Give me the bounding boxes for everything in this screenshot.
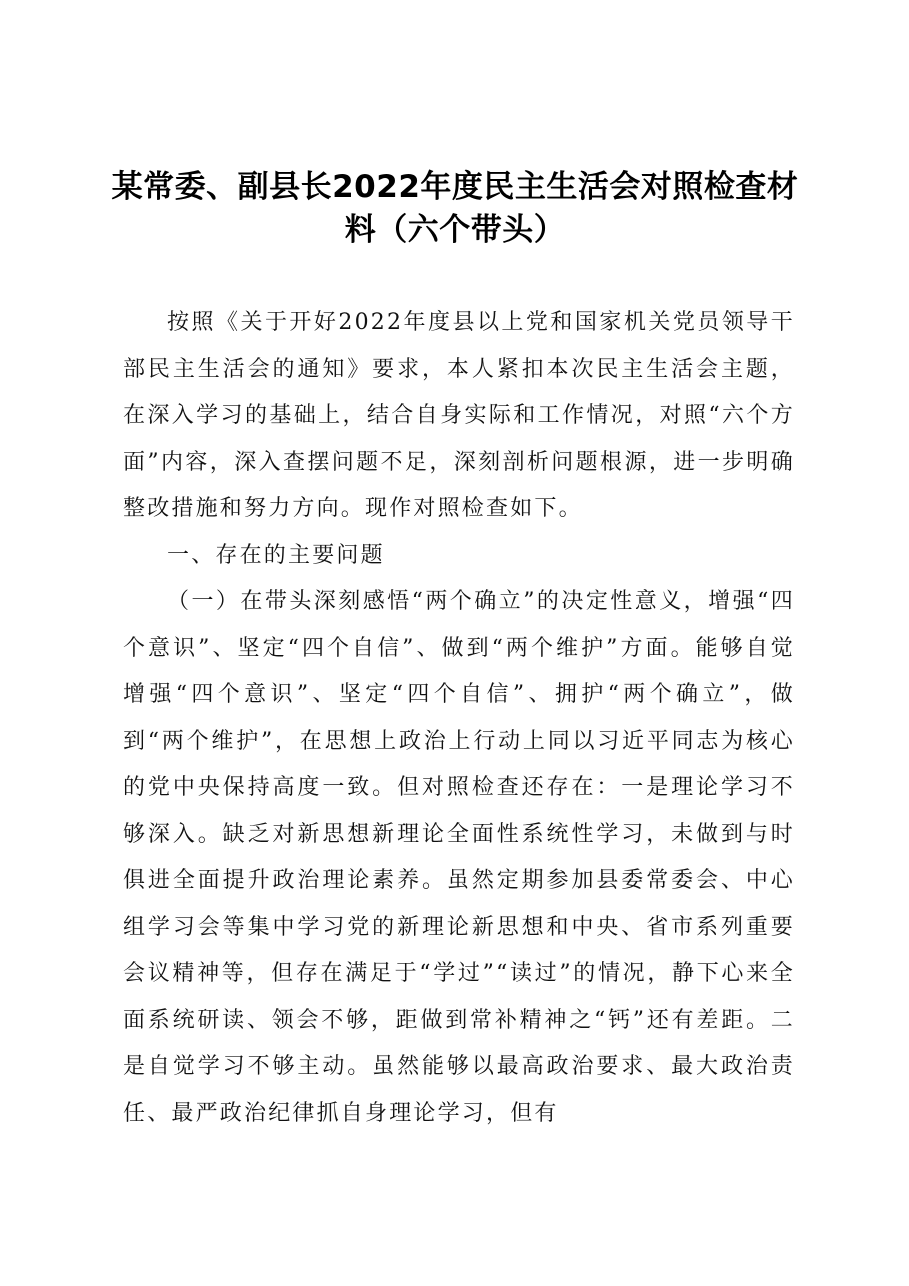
subsection-paragraph-1: （一）在带头深刻感悟“两个确立”的决定性意义，增强“四个意识”、坚定“四个自信”、做到“两个维护”方面。能够自觉增强“四个意识”、坚定“四个自信”、拥护“两个确立”，做到“两个维护”，在思想上政治上行动上同以习近平同志为核心的党中央保持高度一致。但对照检查还存在：一是理论学习不够深入。缺乏对新思想新理论全面性系统性学习，未做到与时俱进全面提升政治理论素养。虽然定期参加县委常委会、中心组学习会等集中学习党的新理论新思想和中央、省市系列重要会议精神等，但存在满足于“学过”“读过”的情况，静下心来全面系统研读、领会不够，距做到常补精神之“钙”还有差距。二是自觉学习不够主动。虽然能够以最高政治要求、最大政治责任、最严政治纪律抓自身理论学习，但有	[123, 589, 795, 1126]
document-body	[123, 300, 795, 1137]
document-title: 某常委、副县长2022年度民主生活会对照检查材料（六个带头）	[111, 169, 799, 248]
section-heading-main-problems: 一、存在的主要问题	[167, 542, 385, 568]
intro-paragraph: 按照《关于开好2022年度县以上党和国家机关党员领导干部民主生活会的通知》要求，本人紧扣本次民主生活会主题，在深入学习的基础上，结合自身实际和工作情况，对照“六个方面”内容，深入查摆问题不足，深刻剖析问题根源，进一步明确整改措施和努力方向。现作对照检查如下。	[123, 310, 795, 521]
